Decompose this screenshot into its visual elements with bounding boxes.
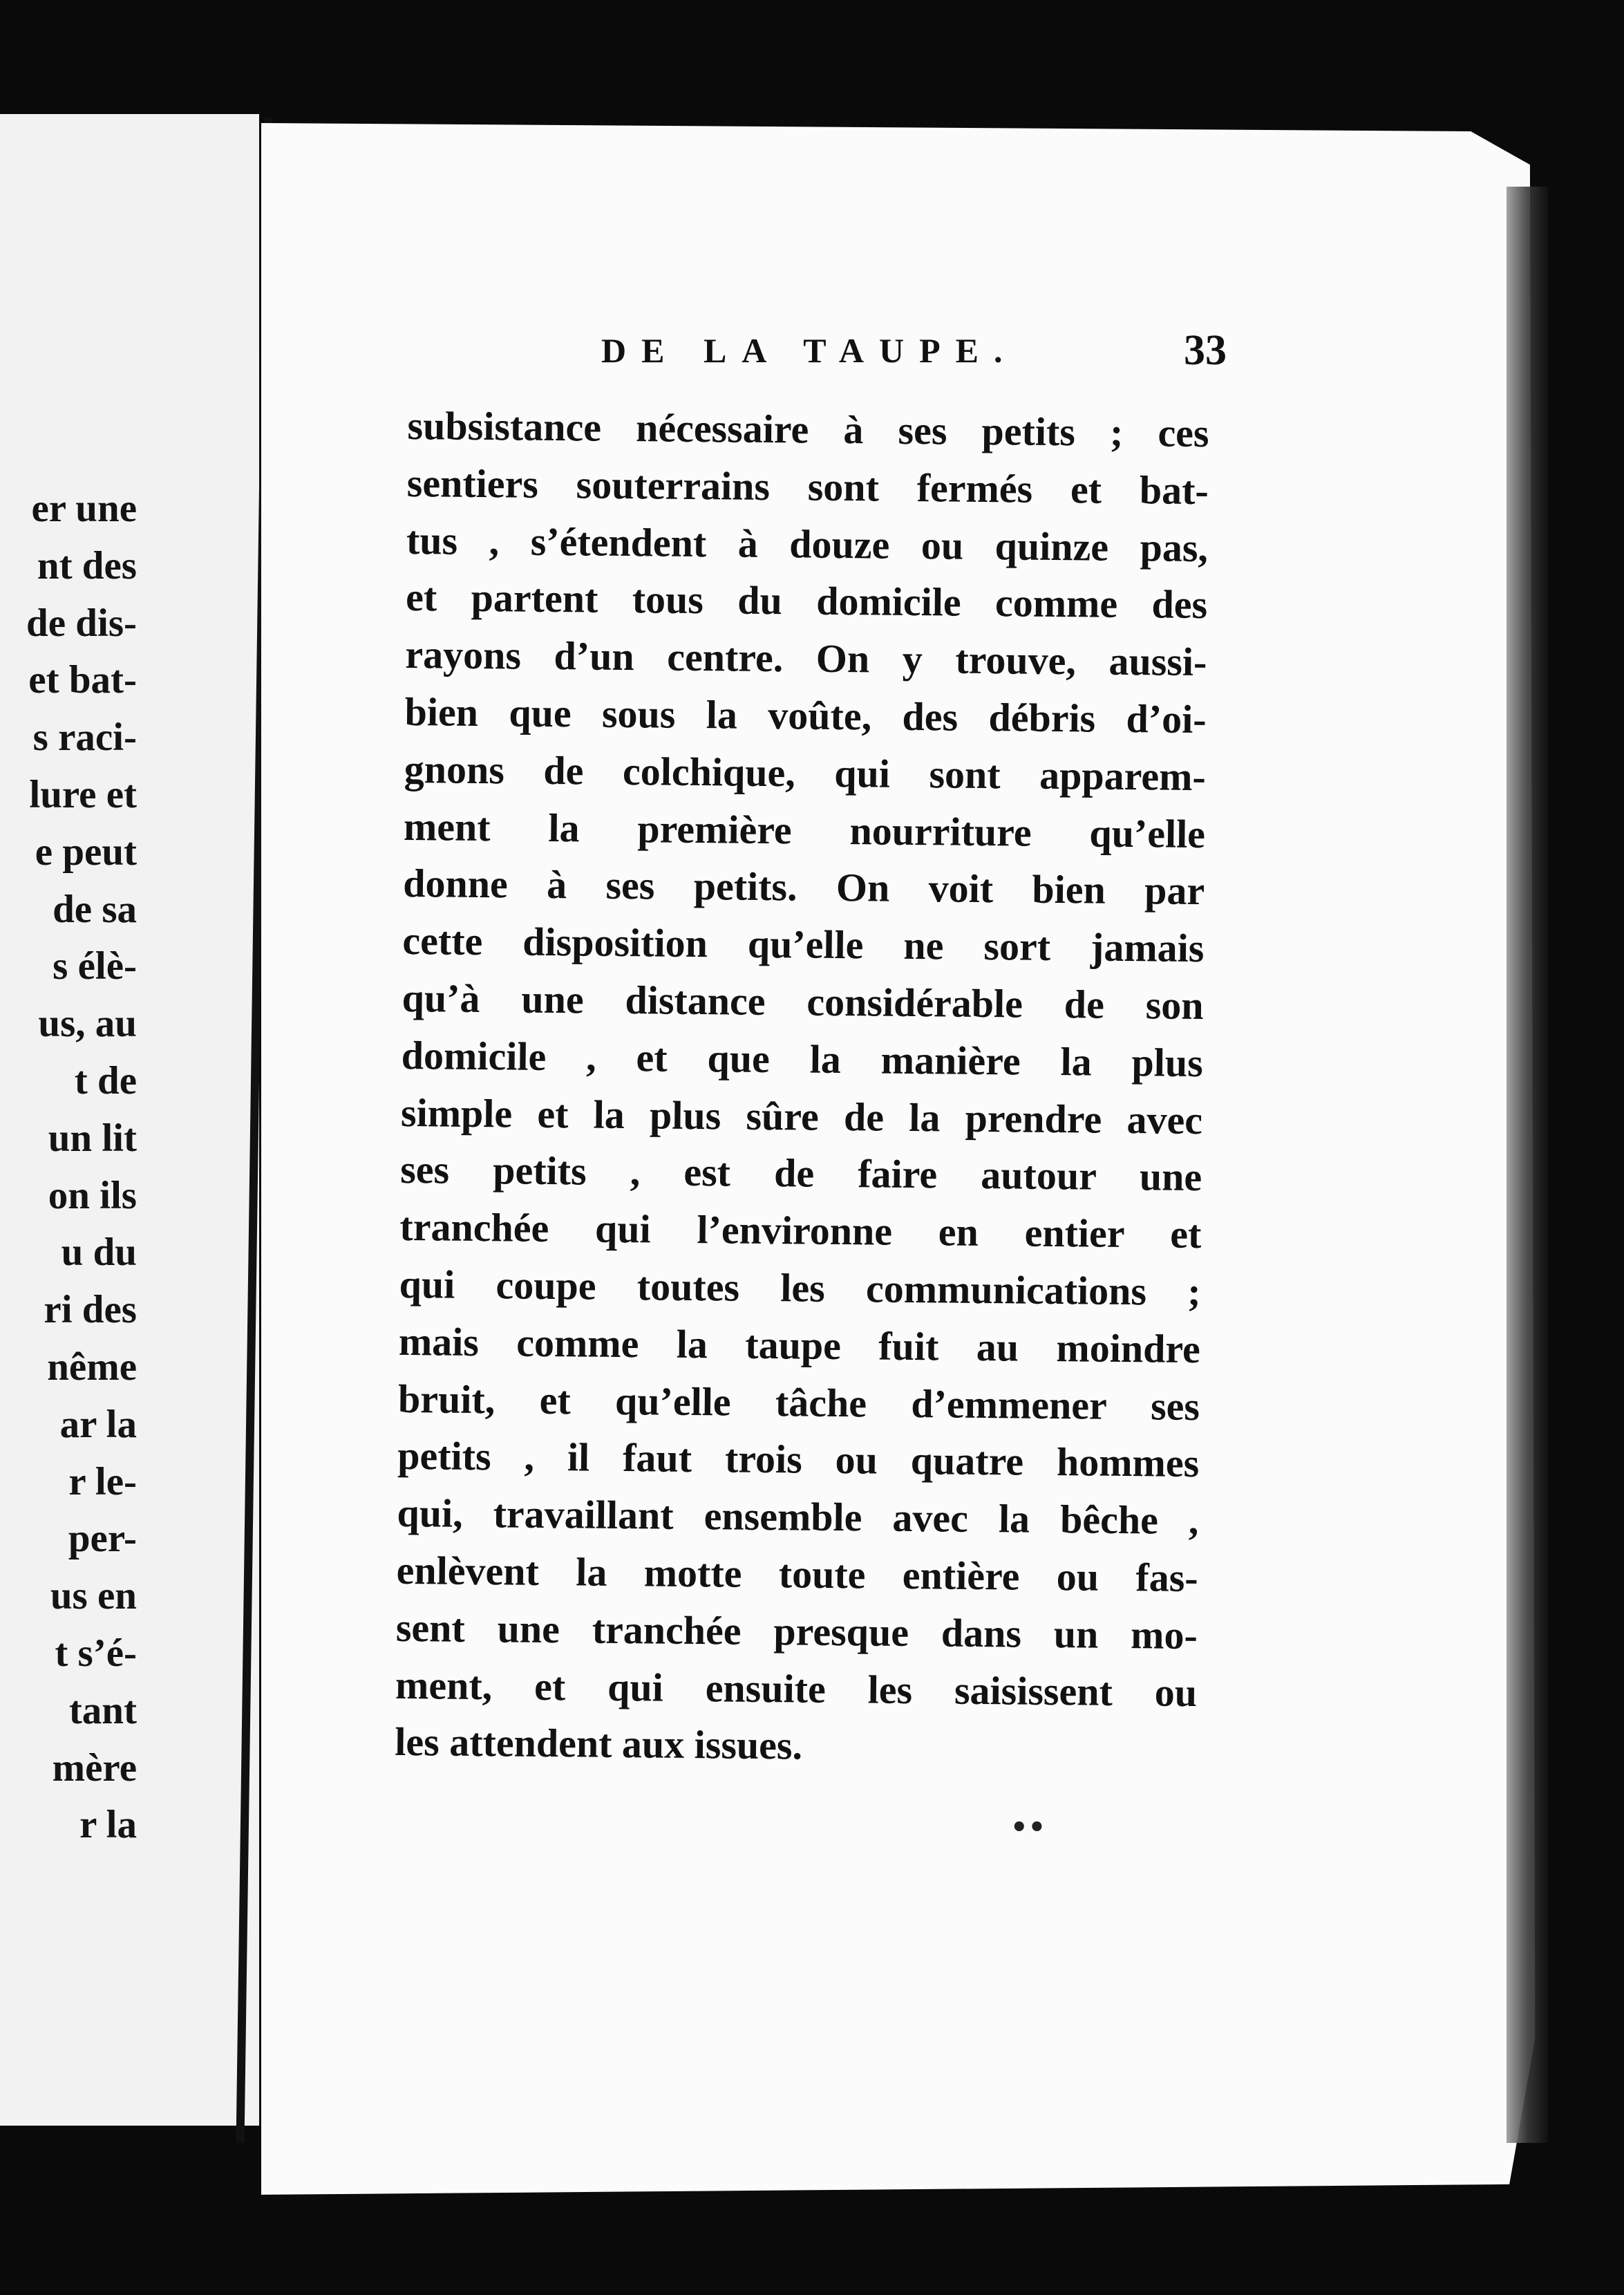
body-text	[395, 397, 1209, 1779]
printer-mark: ••	[1010, 1811, 1046, 1844]
text-line: et partent tous du domicile comme des	[405, 574, 1208, 628]
text-line: ment, et qui ensuite les saisissent ou	[395, 1662, 1198, 1715]
left-page-text	[0, 480, 137, 1854]
text-line: ment la première nourriture qu’elle	[403, 803, 1206, 856]
text-line: qui, travaillant ensemble avec la bêche ,	[397, 1490, 1199, 1544]
left-line: us en	[50, 1574, 137, 1618]
text-line: petits , il faut trois ou quatre hommes	[397, 1433, 1200, 1486]
left-line: et bat-	[28, 658, 137, 702]
left-line: mère	[52, 1745, 137, 1790]
text-line: les attendent aux issues.	[395, 1719, 803, 1768]
text-line: bien que sous la voûte, des débris d’oi-	[404, 688, 1207, 742]
page-edge-shadow	[1507, 187, 1548, 2143]
left-line: e peut	[35, 830, 137, 874]
page-number: 33	[1184, 327, 1227, 374]
left-line: on ils	[48, 1173, 137, 1217]
left-line: per-	[68, 1517, 137, 1561]
text-line: cette disposition qu’elle ne sort jamais	[402, 918, 1205, 971]
left-line: r la	[79, 1803, 137, 1847]
text-line: ses petits , est de faire autour une	[399, 1147, 1202, 1200]
running-title: DE LA TAUPE.	[601, 331, 1018, 370]
left-line: s élè-	[53, 944, 137, 989]
left-line: r le-	[68, 1459, 137, 1504]
text-line: tranchée qui l’environne en entier et	[399, 1204, 1202, 1257]
left-line: de sa	[53, 887, 137, 931]
text-line: sentiers souterrains sont fermés et bat-	[406, 460, 1209, 513]
text-line: donne à ses petits. On voit bien par	[402, 861, 1205, 914]
left-line: nt des	[37, 543, 137, 588]
left-line: us, au	[38, 1002, 137, 1046]
running-head	[601, 327, 1227, 386]
text-line: sent une tranchée presque dans un mo-	[395, 1604, 1198, 1658]
text-line: domicile , et que la manière la plus	[401, 1032, 1204, 1085]
left-line: un lit	[48, 1116, 137, 1160]
left-line: u du	[61, 1230, 137, 1275]
text-line: tus , s’étendent à douze ou quinze pas,	[406, 517, 1209, 570]
text-line: subsistance nécessaire à ses petits ; ces	[407, 402, 1209, 456]
text-line: qui coupe toutes les communications ;	[399, 1261, 1201, 1315]
left-line: lure et	[29, 772, 137, 816]
left-line: ri des	[44, 1288, 137, 1332]
text-line: simple et la plus sûre de la prendre avec	[400, 1089, 1203, 1143]
left-line: er une	[31, 487, 137, 530]
text-line: mais comme la taupe fuit au moindre	[398, 1318, 1201, 1371]
text-line: qu’à une distance considérable de son	[402, 975, 1204, 1029]
left-line: tant	[68, 1688, 137, 1732]
left-page	[0, 114, 259, 2126]
left-line: ar la	[59, 1402, 137, 1446]
left-line: t de	[74, 1058, 137, 1103]
text-line: bruit, et qu’elle tâche d’emmener ses	[397, 1376, 1200, 1429]
text-line: enlèvent la motte toute entière ou fas-	[396, 1547, 1198, 1600]
left-line: s raci-	[32, 715, 137, 760]
left-line: nême	[47, 1345, 137, 1389]
text-line: gnons de colchique, qui sont apparem-	[404, 746, 1207, 799]
left-line: t s’é-	[55, 1631, 137, 1675]
left-line: de dis-	[26, 601, 137, 645]
text-line: rayons d’un centre. On y trouve, aussi-	[405, 632, 1207, 685]
